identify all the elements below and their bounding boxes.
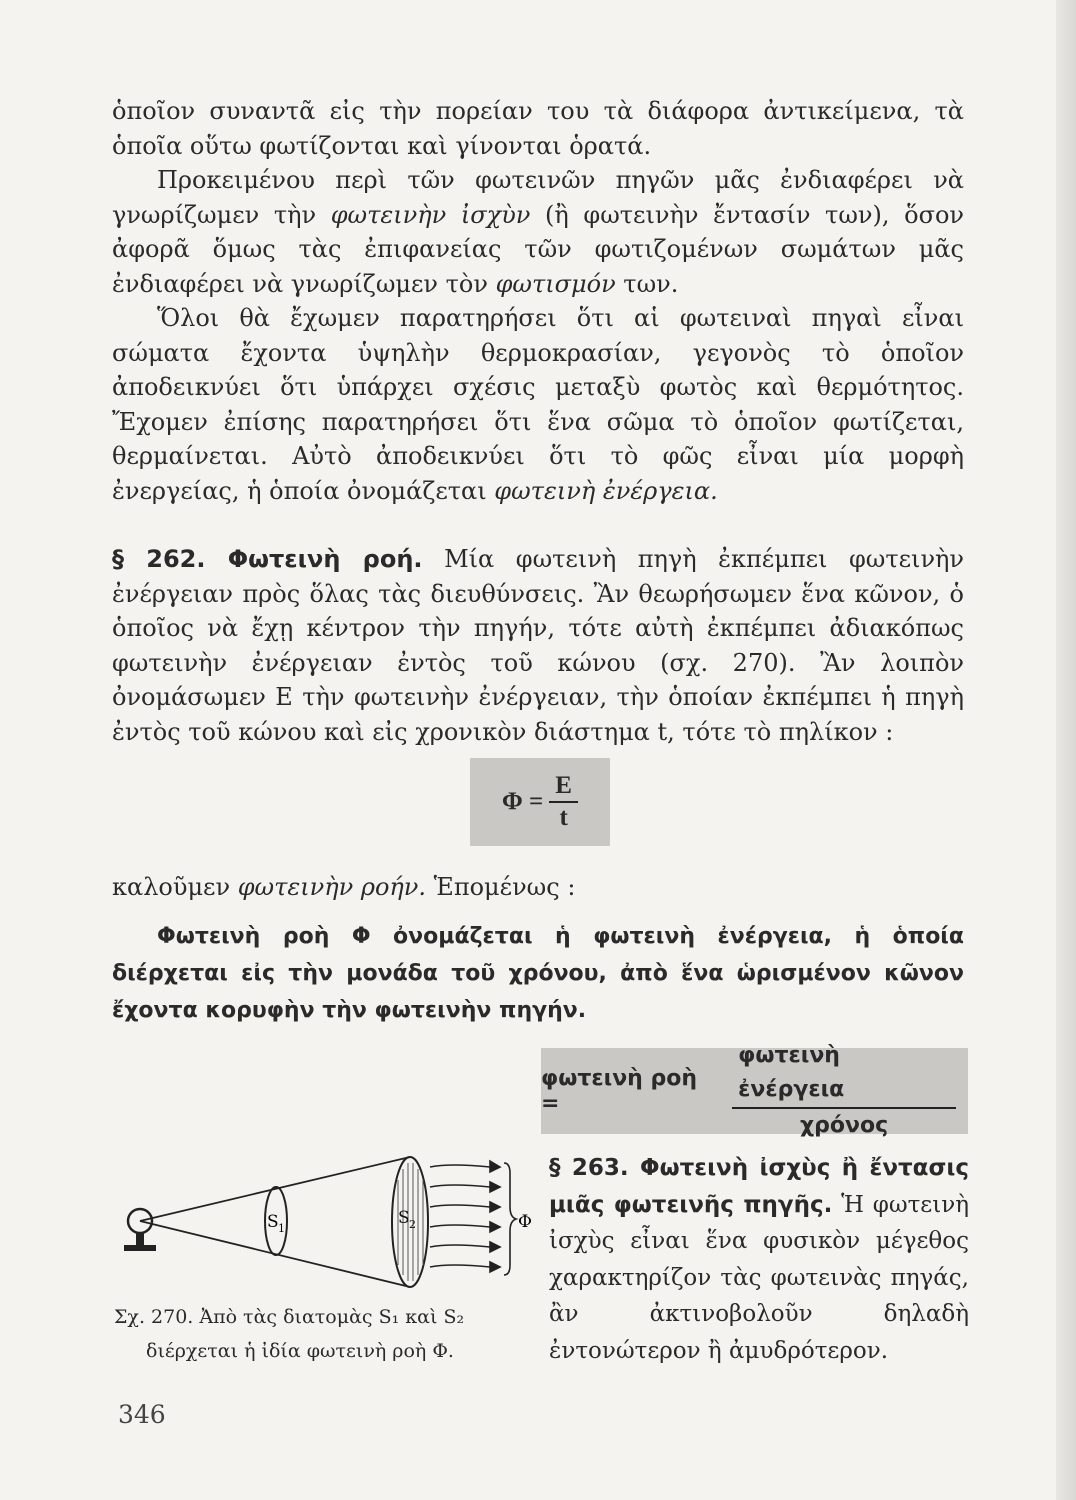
lamp-icon bbox=[124, 1209, 156, 1251]
section-263: § 263. Φωτεινὴ ἰσχὺς ἢ ἔντασις μιᾶς φωτεινῆς πηγῆς. Ἡ φωτεινὴ ἰσχὺς εἶναι ἕνα φυσικὸν μέγεθος χαρακτηρίζον τὰς φωτεινὰς πηγάς, ἂν ἀκτινοβολοῦν δηλαδὴ ἐντονώτερον ἢ ἀμυδρότερον. bbox=[549, 1155, 969, 1364]
phi-label: Φ bbox=[518, 1212, 532, 1232]
after-formula-line: καλοῦμεν φωτεινὴν ροήν. Ἑπομένως : bbox=[112, 873, 576, 901]
svg-text:S: S bbox=[267, 1212, 279, 1232]
flux-formula-symbolic: Φ = $\frac{E}{t}$ bbox=[470, 758, 610, 846]
section-262-paragraph: § 262. Φωτεινὴ ροή. Μία φωτεινὴ πηγὴ ἐκπέμπει φωτεινὴν ἐνέργειαν πρὸς ὅλας τὰς διευθύνσεις. Ἂν θεωρήσωμεν ἕνα κῶνον, ὁ ὁποῖος νὰ ἔχῃ κέντρον τὴν πηγήν, τότε αὐτὴ ἐκπέμπει ἀδιακόπως φωτεινὴν ἐνέργειαν ἐντὸς τοῦ κώνου (σχ. 270). Ἂν λοιπὸν ὀνομάσωμεν E τὴν φωτεινὴν ἐνέργειαν, τὴν ὁποίαν ἐκπέμπει ἡ πηγὴ ἐντὸς τοῦ κώνου καὶ εἰς χρονικὸν διάστημα t, τότε τὸ πηλίκον : bbox=[112, 545, 965, 746]
section-262 bbox=[112, 542, 964, 749]
page-number: 346 bbox=[118, 1400, 166, 1429]
brace bbox=[504, 1163, 516, 1275]
svg-text:1: 1 bbox=[278, 1222, 285, 1235]
flux-formula-words: φωτεινὴ ροὴ = $\frac{\text{φωτεινὴ ἐνέργεια}}{\text{χρόνος}}$ bbox=[541, 1048, 968, 1134]
figure-caption: Σχ. 270. Ἀπὸ τὰς διατομὰς S₁ καὶ S₂ διέρχεται ἡ ἰδία φωτεινὴ ροὴ Φ. bbox=[114, 1306, 465, 1362]
formula-denominator: t bbox=[559, 804, 568, 831]
section-263-heading: § 263. Φωτεινὴ ἰσχὺς ἢ ἔντασις μιᾶς φωτεινῆς πηγῆς. bbox=[549, 1155, 969, 1218]
formula-numerator: E bbox=[549, 771, 578, 803]
body-text-top bbox=[112, 94, 964, 508]
section-262-heading: § 262. Φωτεινὴ ροή. bbox=[112, 545, 423, 573]
page-edge bbox=[1056, 0, 1076, 1500]
paragraph-3: Ὅλοι θὰ ἔχωμεν παρατηρήσει ὅτι αἱ φωτειναὶ πηγαὶ εἶναι σώματα ἔχοντα ὑψηλὴν θερμοκρασίαν, γεγονὸς τὸ ὁποῖον ἀποδεικνύει ὅτι ὑπάρχει σχέσις μεταξὺ φωτὸς καὶ θερμότητος. Ἔχομεν ἐπίσης παρατηρήσει ὅτι ἕνα σῶμα τὸ ὁποῖον φωτίζεται, θερμαίνεται. Αὐτὸ ἀποδεικνύει ὅτι τὸ φῶς εἶναι μία μορφὴ ἐνεργείας, ἡ ὁποία ὀνομάζεται φωτεινὴ ἐνέργεια. bbox=[112, 304, 964, 505]
figure-270-light-cone bbox=[118, 1155, 538, 1295]
svg-text:S: S bbox=[398, 1208, 410, 1228]
paragraph-2: Προκειμένου περὶ τῶν φωτεινῶν πηγῶν μᾶς ἐνδιαφέρει νὰ γνωρίζωμεν τὴν φωτεινὴν ἰσχὺν (ἢ φωτεινὴν ἔντασίν των), ὅσον ἀφορᾶ ὅμως τὰς ἐπιφανείας τῶν φωτιζομένων σωμάτων μᾶς ἐνδιαφέρει νὰ γνωρίζωμεν τὸν φωτισμόν των. bbox=[112, 166, 964, 298]
flux-arrows bbox=[430, 1161, 500, 1272]
paragraph-1: ὁποῖον συναντᾶ εἰς τὴν πορείαν του τὰ διάφορα ἀντικείμενα, τὰ ὁποῖα οὕτω φωτίζονται καὶ γίνονται ὁρατά. bbox=[112, 97, 964, 160]
luminous-flux-definition: Φωτεινὴ ροὴ Φ ὀνομάζεται ἡ φωτεινὴ ἐνέργεια, ἡ ὁποία διέρχεται εἰς τὴν μονάδα τοῦ χρόνου, ἀπὸ ἕνα ὡρισμένον κῶνον ἔχοντα κορυφὴν τὴν φωτεινὴν πηγήν. bbox=[112, 924, 964, 1023]
formula-words-numerator: φωτεινὴ ἐνέργεια bbox=[732, 1039, 956, 1109]
svg-text:2: 2 bbox=[409, 1218, 416, 1231]
formula-words-denominator: χρόνος bbox=[799, 1113, 889, 1138]
